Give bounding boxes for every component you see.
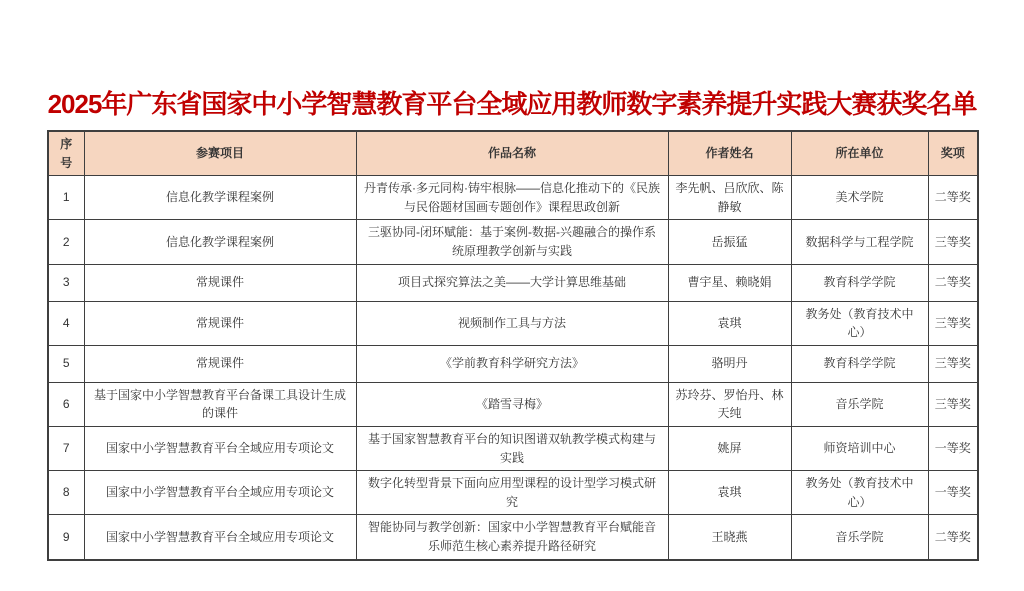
cell-project: 常规课件: [84, 301, 356, 345]
header-cell-work: 作品名称: [356, 131, 668, 176]
header-cell-unit: 所在单位: [791, 131, 928, 176]
header-cell-project: 参赛项目: [84, 131, 356, 176]
header-cell-award: 奖项: [928, 131, 978, 176]
cell-index: 9: [48, 515, 84, 560]
cell-work: 视频制作工具与方法: [356, 301, 668, 345]
cell-authors: 姚屏: [668, 426, 791, 470]
header-cell-index: 序号: [48, 131, 84, 176]
cell-authors: 袁琪: [668, 471, 791, 515]
cell-award: 一等奖: [928, 426, 978, 470]
cell-authors: 曹宇星、赖晓娟: [668, 264, 791, 301]
cell-award: 二等奖: [928, 264, 978, 301]
cell-project: 常规课件: [84, 264, 356, 301]
table-row: [48, 426, 978, 470]
table-row: [48, 345, 978, 382]
cell-project: 基于国家中小学智慧教育平台备课工具设计生成的课件: [84, 382, 356, 426]
table-header-row: [48, 131, 978, 176]
cell-index: 8: [48, 471, 84, 515]
cell-unit: 美术学院: [791, 176, 928, 220]
cell-work: 智能协同与教学创新：国家中小学智慧教育平台赋能音乐师范生核心素养提升路径研究: [356, 515, 668, 560]
cell-unit: 师资培训中心: [791, 426, 928, 470]
cell-project: 国家中小学智慧教育平台全域应用专项论文: [84, 426, 356, 470]
cell-work: 三驱协同-闭环赋能：基于案例-数据-兴趣融合的操作系统原理教学创新与实践: [356, 220, 668, 264]
cell-authors: 苏玲芬、罗怡丹、林天纯: [668, 382, 791, 426]
cell-award: 三等奖: [928, 301, 978, 345]
cell-project: 国家中小学智慧教育平台全域应用专项论文: [84, 515, 356, 560]
cell-project: 常规课件: [84, 345, 356, 382]
cell-index: 6: [48, 382, 84, 426]
cell-project: 信息化教学课程案例: [84, 220, 356, 264]
cell-unit: 教育科学学院: [791, 264, 928, 301]
table-row: [48, 471, 978, 515]
cell-work: 《踏雪寻梅》: [356, 382, 668, 426]
header-cell-authors: 作者姓名: [668, 131, 791, 176]
table-row: [48, 264, 978, 301]
table-row: [48, 220, 978, 264]
cell-authors: 岳振猛: [668, 220, 791, 264]
table-row: [48, 301, 978, 345]
cell-index: 2: [48, 220, 84, 264]
cell-project: 信息化教学课程案例: [84, 176, 356, 220]
cell-work: 数字化转型背景下面向应用型课程的设计型学习模式研究: [356, 471, 668, 515]
cell-work: 基于国家智慧教育平台的知识图谱双轨教学模式构建与实践: [356, 426, 668, 470]
cell-unit: 教务处（教育技术中心）: [791, 471, 928, 515]
table-row: [48, 176, 978, 220]
cell-authors: 李先帆、吕欣欣、陈静敏: [668, 176, 791, 220]
cell-index: 3: [48, 264, 84, 301]
table-row: [48, 515, 978, 560]
cell-award: 一等奖: [928, 471, 978, 515]
cell-authors: 袁琪: [668, 301, 791, 345]
cell-unit: 教育科学学院: [791, 345, 928, 382]
cell-project: 国家中小学智慧教育平台全域应用专项论文: [84, 471, 356, 515]
cell-work: 丹青传承·多元同构·铸牢根脉——信息化推动下的《民族与民俗题材国画专题创作》课程思政创新: [356, 176, 668, 220]
cell-unit: 音乐学院: [791, 515, 928, 560]
cell-award: 三等奖: [928, 382, 978, 426]
cell-authors: 骆明丹: [668, 345, 791, 382]
cell-award: 三等奖: [928, 345, 978, 382]
awards-table: [47, 130, 979, 561]
cell-unit: 数据科学与工程学院: [791, 220, 928, 264]
cell-authors: 王晓燕: [668, 515, 791, 560]
cell-award: 二等奖: [928, 176, 978, 220]
cell-award: 二等奖: [928, 515, 978, 560]
cell-unit: 教务处（教育技术中心）: [791, 301, 928, 345]
table-row: [48, 382, 978, 426]
cell-index: 1: [48, 176, 84, 220]
cell-award: 三等奖: [928, 220, 978, 264]
cell-unit: 音乐学院: [791, 382, 928, 426]
page-title: 2025年广东省国家中小学智慧教育平台全域应用教师数字素养提升实践大赛获奖名单: [47, 89, 977, 119]
cell-work: 《学前教育科学研究方法》: [356, 345, 668, 382]
cell-index: 7: [48, 426, 84, 470]
cell-index: 5: [48, 345, 84, 382]
cell-index: 4: [48, 301, 84, 345]
cell-work: 项目式探究算法之美——大学计算思维基础: [356, 264, 668, 301]
